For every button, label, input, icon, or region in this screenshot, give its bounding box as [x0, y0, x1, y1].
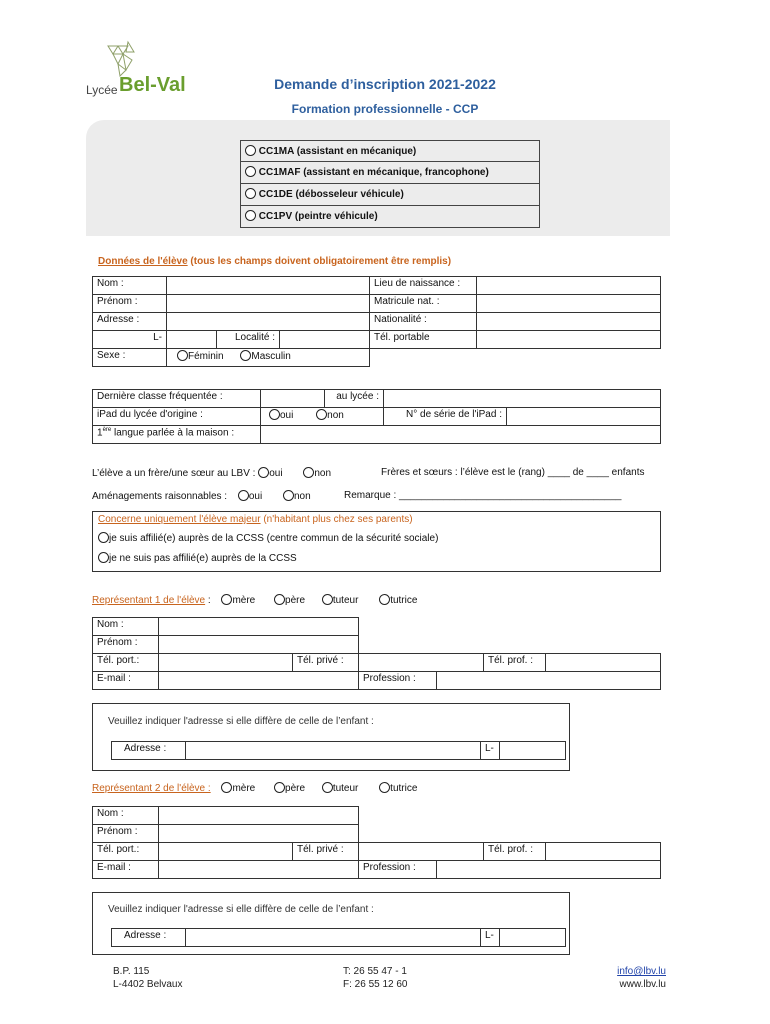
label-prenom: Prénom : [92, 294, 167, 313]
footer-email-link[interactable]: info@lbv.lu [617, 966, 666, 977]
radio-icon[interactable] [322, 782, 333, 793]
rep2-adresse-box [92, 892, 570, 955]
rep1-nom-input[interactable] [158, 617, 359, 636]
radio-icon[interactable] [98, 552, 109, 563]
label-l: L- [92, 330, 167, 349]
formation-option[interactable]: CC1MAF (assistant en mécanique, francophone) [241, 162, 539, 184]
rep2-label-adresse: Adresse : [111, 928, 186, 947]
radio-rep1-tutrice[interactable]: tutrice [379, 595, 417, 606]
radio-ipad-non[interactable]: non [316, 410, 344, 421]
radio-icon[interactable] [274, 782, 285, 793]
matricule-input[interactable] [476, 294, 661, 313]
radio-icon[interactable] [322, 594, 333, 605]
rep2-code-postal-input[interactable] [499, 928, 566, 947]
amenagements-row: Aménagements raisonnables : oui non [92, 491, 311, 502]
rep1-tel-prive-input[interactable] [358, 653, 484, 672]
rep1-code-postal-input[interactable] [499, 741, 566, 760]
serie-ipad-input[interactable] [506, 407, 661, 426]
frere-soeur-row: L’élève a un frère/une sœur au LBV : oui non [92, 468, 332, 479]
radio-icon[interactable] [221, 594, 232, 605]
prenom-input[interactable] [166, 294, 370, 313]
rep2-label-nom: Nom : [92, 806, 159, 825]
radio-icon[interactable] [245, 145, 256, 156]
rep2-label-l: L- [480, 928, 500, 947]
radio-icon[interactable] [240, 350, 251, 361]
radio-ipad-oui[interactable]: oui [269, 410, 293, 421]
rep2-label-email: E-mail : [92, 860, 159, 879]
rep1-label-email: E-mail : [92, 671, 159, 690]
radio-rep1-tuteur[interactable]: tuteur [322, 595, 359, 606]
rep1-tel-port-input[interactable] [158, 653, 293, 672]
rep1-label-prenom: Prénom : [92, 635, 159, 654]
radio-icon[interactable] [245, 210, 256, 221]
code-postal-input[interactable] [166, 330, 217, 349]
remarque-field[interactable]: Remarque : ________________________________________ [344, 490, 622, 501]
rang-text: Frères et sœurs : l’élève est le (rang) ____ de ____ enfants [381, 467, 645, 478]
label-langue: 1ère langue parlée à la maison : [92, 425, 261, 444]
radio-rep2-mere[interactable]: mère [221, 783, 255, 794]
radio-rep1-pere[interactable]: père [274, 595, 305, 606]
radio-rep2-tuteur[interactable]: tuteur [322, 783, 359, 794]
radio-rep1-mere[interactable]: mère [221, 595, 255, 606]
radio-frere-oui[interactable]: oui [258, 468, 282, 479]
rep2-label-tel-port: Tél. port.: [92, 842, 159, 861]
radio-icon[interactable] [303, 467, 314, 478]
formation-option[interactable]: CC1MA (assistant en mécanique) [241, 141, 539, 162]
rep2-label-tel-prof: Tél. prof. : [483, 842, 546, 861]
label-sexe: Sexe : [92, 348, 167, 367]
rep1-label-adresse: Adresse : [111, 741, 186, 760]
radio-icon[interactable] [177, 350, 188, 361]
radio-icon[interactable] [269, 409, 280, 420]
radio-masculin[interactable]: Masculin [240, 351, 290, 362]
rep1-label-l: L- [480, 741, 500, 760]
label-tel-portable: Tél. portable [369, 330, 477, 349]
footer-bp: B.P. 115 [113, 966, 150, 977]
radio-icon[interactable] [274, 594, 285, 605]
label-lieu-naissance: Lieu de naissance : [369, 276, 477, 295]
radio-non-affilie[interactable]: je ne suis pas affilié(e) auprès de la CCSS [98, 552, 297, 564]
label-matricule: Matricule nat. : [369, 294, 477, 313]
formation-option[interactable]: CC1PV (peintre véhicule) [241, 206, 539, 227]
rep1-label-profession: Profession : [358, 671, 437, 690]
rep2-label-prenom: Prénom : [92, 824, 159, 843]
label-localite: Localité : [216, 330, 280, 349]
rep1-prenom-input[interactable] [158, 635, 359, 654]
label-au-lycee: au lycée : [324, 389, 384, 408]
radio-icon[interactable] [245, 166, 256, 177]
nom-input[interactable] [166, 276, 370, 295]
rep2-email-input[interactable] [158, 860, 359, 879]
radio-amenagements-oui[interactable]: oui [238, 491, 262, 502]
rep2-label-profession: Profession : [358, 860, 437, 879]
logo-prefix: Lycée [86, 83, 118, 97]
derniere-classe-input[interactable] [260, 389, 325, 408]
rep1-adresse-note: Veuillez indiquer l'adresse si elle diffère de celle de l’enfant : [108, 716, 374, 727]
radio-icon[interactable] [245, 188, 256, 199]
lycee-input[interactable] [383, 389, 661, 408]
majeur-box [92, 511, 661, 572]
formation-option[interactable]: CC1DE (débosseleur véhicule) [241, 184, 539, 206]
tel-portable-input[interactable] [476, 330, 661, 349]
rep2-tel-prof-input[interactable] [545, 842, 661, 861]
label-derniere-classe: Dernière classe fréquentée : [92, 389, 261, 408]
sexe-options [166, 348, 370, 367]
radio-icon[interactable] [316, 409, 327, 420]
rep1-tel-prof-input[interactable] [545, 653, 661, 672]
rep1-heading-row: Représentant 1 de l'élève : mère père tuteur tutrice [92, 595, 418, 606]
radio-icon[interactable] [98, 532, 109, 543]
logo [86, 38, 206, 104]
label-serie-ipad: N° de série de l'iPad : [383, 407, 507, 426]
rep2-tel-prive-input[interactable] [358, 842, 484, 861]
logo-graphic-icon [104, 38, 144, 78]
rep1-label-tel-prof: Tél. prof. : [483, 653, 546, 672]
formation-options [240, 140, 540, 228]
footer-fax: F: 26 55 12 60 [343, 979, 408, 990]
localite-input[interactable] [279, 330, 370, 349]
rep2-nom-input[interactable] [158, 806, 359, 825]
lieu-naissance-input[interactable] [476, 276, 661, 295]
langue-input[interactable] [260, 425, 661, 444]
rep2-label-tel-prive: Tél. privé : [292, 842, 359, 861]
rep2-heading-row: Représentant 2 de l'élève : mère père tuteur tutrice [92, 783, 418, 794]
label-ipad: iPad du lycée d'origine : [92, 407, 261, 426]
rep2-tel-port-input[interactable] [158, 842, 293, 861]
radio-icon[interactable] [379, 782, 390, 793]
footer-web[interactable]: www.lbv.lu [619, 979, 666, 990]
rep2-adresse-note: Veuillez indiquer l'adresse si elle diffère de celle de l’enfant : [108, 904, 374, 915]
radio-icon[interactable] [258, 467, 269, 478]
radio-amenagements-non[interactable]: non [283, 491, 311, 502]
radio-feminin[interactable]: Féminin [177, 351, 224, 362]
rep1-label-tel-port: Tél. port.: [92, 653, 159, 672]
radio-icon[interactable] [238, 490, 249, 501]
rep1-email-input[interactable] [158, 671, 359, 690]
radio-rep2-tutrice[interactable]: tutrice [379, 783, 417, 794]
label-nom: Nom : [92, 276, 167, 295]
logo-name: Bel-Val [119, 74, 186, 96]
page-subtitle: Formation professionnelle - CCP [291, 102, 479, 116]
adresse-input[interactable] [166, 312, 370, 331]
radio-frere-non[interactable]: non [303, 468, 331, 479]
radio-affilie[interactable]: je suis affilié(e) auprès de la CCSS (centre commun de la sécurité sociale) [98, 532, 438, 544]
footer-tel: T: 26 55 47 - 1 [343, 966, 407, 977]
majeur-heading: Concerne uniquement l'élève majeur (n'habitant plus chez ses parents) [98, 514, 413, 525]
nationalite-input[interactable] [476, 312, 661, 331]
label-adresse: Adresse : [92, 312, 167, 331]
ipad-options [260, 407, 384, 426]
radio-icon[interactable] [379, 594, 390, 605]
footer [0, 966, 770, 996]
label-nationalite: Nationalité : [369, 312, 477, 331]
rep1-adresse-box [92, 703, 570, 771]
radio-icon[interactable] [283, 490, 294, 501]
radio-rep2-pere[interactable]: père [274, 783, 305, 794]
radio-icon[interactable] [221, 782, 232, 793]
rep1-profession-input[interactable] [436, 671, 661, 690]
eleve-heading: Données de l'élève (tous les champs doivent obligatoirement être remplis) [98, 256, 452, 267]
page-title: Demande d’inscription 2021-2022 [274, 76, 496, 92]
rep2-prenom-input[interactable] [158, 824, 359, 843]
rep1-label-tel-prive: Tél. privé : [292, 653, 359, 672]
footer-city: L-4402 Belvaux [113, 979, 183, 990]
rep2-profession-input[interactable] [436, 860, 661, 879]
rep2-adresse-input[interactable] [185, 928, 481, 947]
rep1-adresse-input[interactable] [185, 741, 481, 760]
rep1-label-nom: Nom : [92, 617, 159, 636]
